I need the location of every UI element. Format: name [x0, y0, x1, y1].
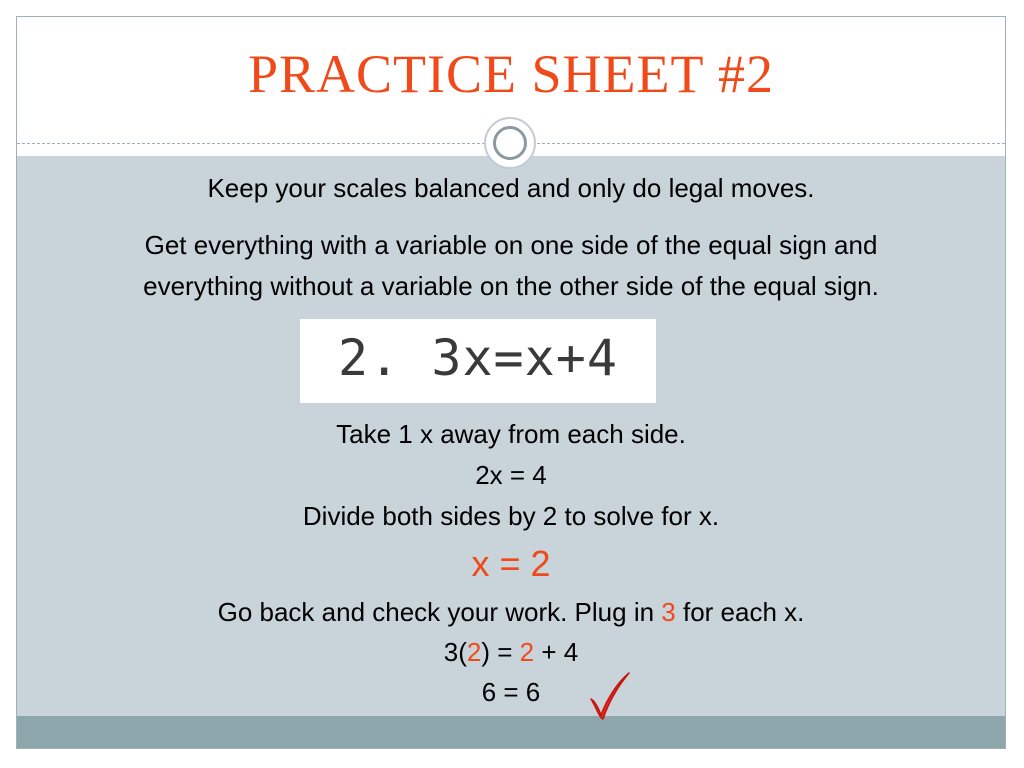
ring-inner	[493, 126, 527, 160]
check-instruction	[17, 597, 1005, 628]
problem-equation: 2. 3x=x+4	[338, 329, 618, 387]
instruction-line-3: everything without a variable on the other side of the equal sign.	[143, 271, 879, 301]
bottom-bar	[17, 716, 1005, 749]
step-1: Take 1 x away from each side.	[336, 419, 686, 449]
slide	[16, 16, 1006, 749]
check-suffix: for each x.	[675, 597, 805, 627]
problem-image	[300, 319, 656, 403]
check-value: 3	[661, 597, 676, 627]
instruction-line-1: Keep your scales balanced and only do legal moves.	[207, 173, 815, 203]
instruction-line-2: Get everything with a variable on one side of the equal sign and	[144, 230, 878, 260]
answer: x = 2	[471, 543, 551, 584]
checkmark-icon	[585, 669, 633, 721]
eq1-part-d: 2	[519, 637, 535, 667]
step-2: 2x = 4	[475, 460, 547, 490]
check-equation	[17, 637, 1005, 668]
eq1-part-b: 2	[466, 637, 482, 667]
eq1-part-e: + 4	[534, 637, 579, 667]
result-equation: 6 = 6	[481, 677, 541, 707]
slide-title: PRACTICE SHEET #2	[247, 44, 775, 104]
step-3: Divide both sides by 2 to solve for x.	[302, 501, 720, 531]
ring-ornament-icon	[484, 117, 536, 169]
eq1-part-c: ) =	[481, 637, 520, 667]
eq1-part-a: 3(	[443, 637, 467, 667]
check-prefix: Go back and check your work. Plug in	[217, 597, 662, 627]
